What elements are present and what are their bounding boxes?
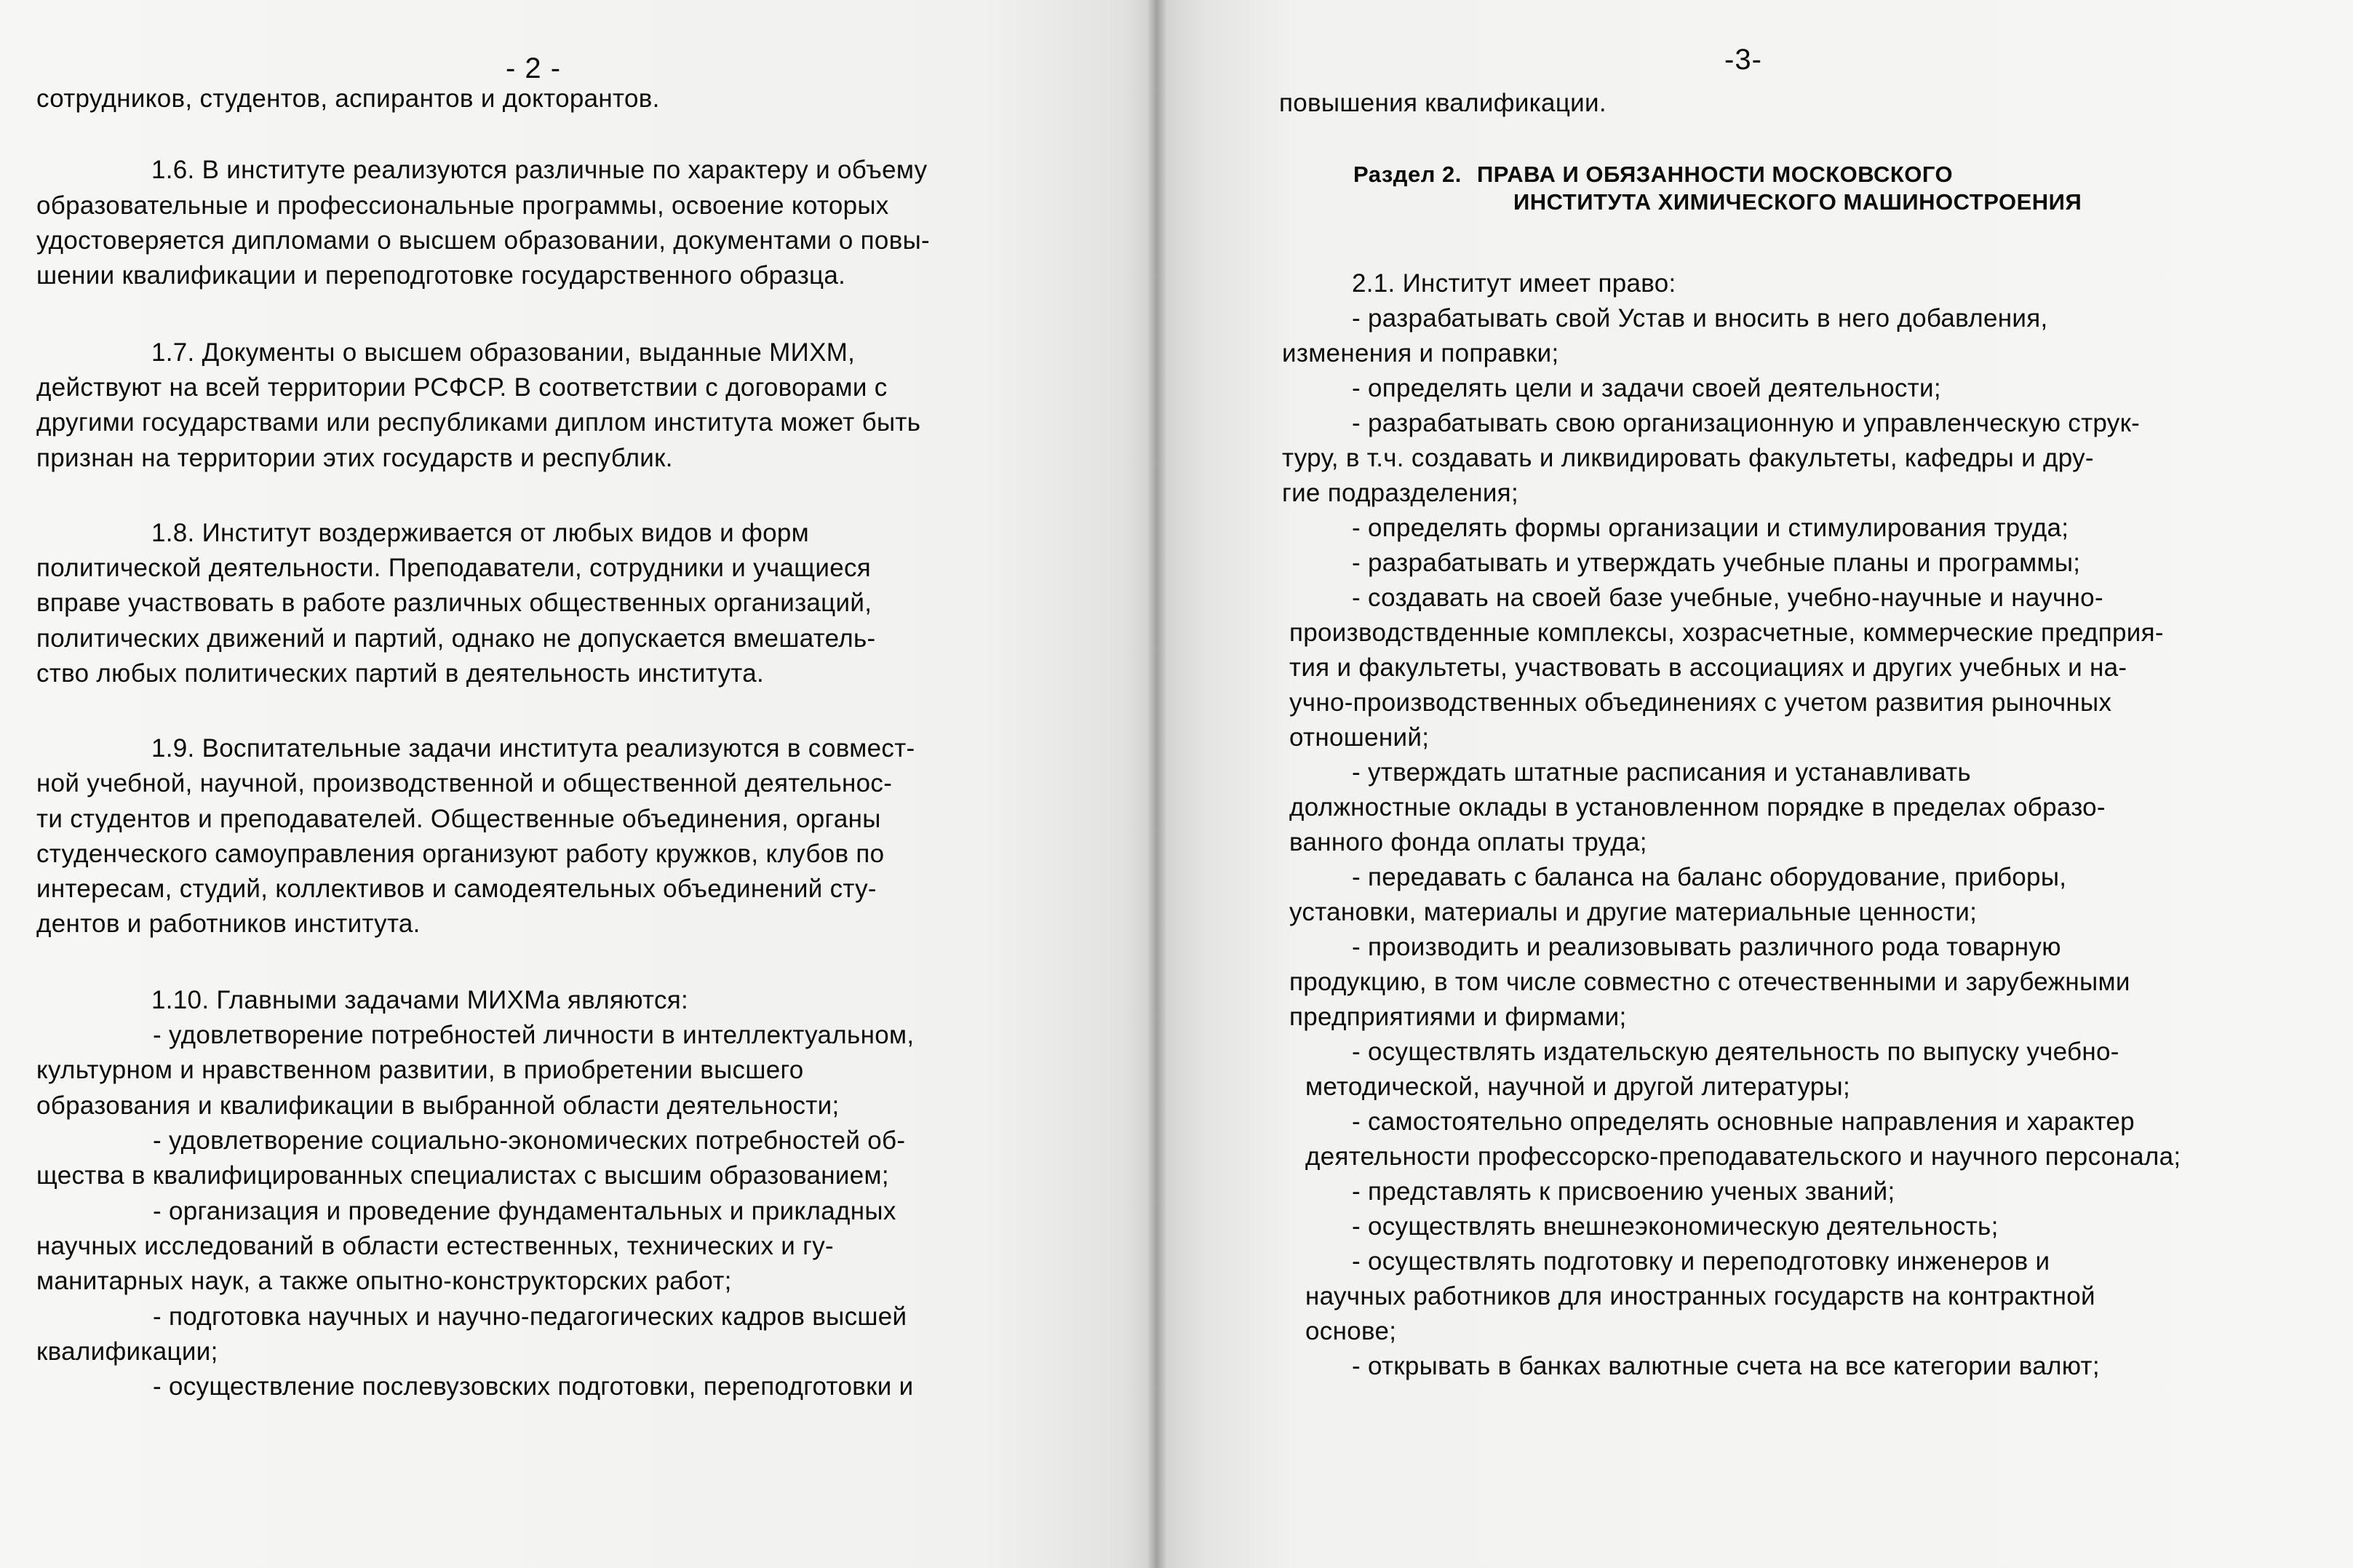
- text-line: - определять цели и задачи своей деятельности;: [1352, 374, 1941, 402]
- left-page: [0, 0, 1157, 1568]
- text-line: интересам, студий, коллективов и самодеятельных объединений сту-: [36, 875, 877, 903]
- text-line: научных работников для иностранных государств на контрактной: [1305, 1282, 2095, 1310]
- text-line: - удовлетворение социально-экономических потребностей об-: [153, 1126, 906, 1155]
- text-line: - утверждать штатные расписания и устанавливать: [1352, 758, 1971, 787]
- text-line: щества в квалифицированных специалистах с высшим образованием;: [36, 1161, 889, 1190]
- text-line: политической деятельности. Преподаватели, сотрудники и учащиеся: [36, 554, 872, 582]
- text-line: - самостоятельно определять основные направления и характер: [1352, 1107, 2135, 1136]
- text-line: должностные оклады в установленном порядке в пределах образо-: [1289, 793, 2106, 821]
- text-line: ванного фонда оплаты труда;: [1289, 828, 1647, 856]
- text-line: политических движений и партий, однако не допускается вмешатель-: [36, 624, 876, 653]
- text-line: установки, материалы и другие материальные ценности;: [1289, 898, 1978, 926]
- text-line: 1.9. Воспитательные задачи института реализуются в совмест-: [151, 734, 915, 763]
- text-line: методической, научной и другой литературы;: [1305, 1072, 1850, 1101]
- section-title: ПРАВА И ОБЯЗАННОСТИ МОСКОВСКОГО: [1477, 162, 1954, 187]
- text-line: отношений;: [1289, 723, 1430, 752]
- text-line: - осуществлять подготовку и переподготовку инженеров и: [1352, 1247, 2050, 1276]
- text-line: образования и квалификации в выбранной области деятельности;: [36, 1091, 840, 1120]
- text-line: повышения квалификации.: [1279, 89, 1607, 117]
- text-line: научных исследований в области естественных, технических и гу-: [36, 1232, 834, 1260]
- text-line: признан на территории этих государств и республик.: [36, 444, 673, 472]
- text-line: учно-производственных объединениях с учетом развития рыночных: [1289, 688, 2112, 717]
- text-line: изменения и поправки;: [1282, 339, 1559, 367]
- text-line: 1.8. Институт воздерживается от любых видов и форм: [151, 519, 809, 547]
- text-line: - осуществление послевузовских подготовки, переподготовки и: [153, 1372, 914, 1401]
- text-line: 1.7. Документы о высшем образовании, выданные МИХМ,: [151, 338, 856, 367]
- text-line: - разрабатывать свой Устав и вносить в него добавления,: [1352, 304, 2048, 333]
- text-line: производствденные комплексы, хозрасчетные, коммерческие предприя-: [1289, 618, 2164, 647]
- text-line: 1.10. Главными задачами МИХМа являются:: [151, 986, 689, 1014]
- text-line: сотрудников, студентов, аспирантов и докторантов.: [36, 84, 660, 113]
- text-line: - осуществлять внешнеэкономическую деятельность;: [1352, 1212, 1999, 1241]
- text-line: - передавать с баланса на баланс оборудование, приборы,: [1352, 863, 2067, 891]
- text-line: деятельности профессорско-преподавательского и научного персонала;: [1305, 1142, 2181, 1171]
- text-line: вправе участвовать в работе различных общественных организаций,: [36, 589, 872, 617]
- text-line: - открывать в банках валютные счета на все категории валют;: [1352, 1352, 2100, 1380]
- text-line: ной учебной, научной, производственной и общественной деятельнос-: [36, 769, 893, 797]
- text-line: шении квалификации и переподготовке государственного образца.: [36, 261, 846, 290]
- text-line: - представлять к присвоению ученых званий;: [1352, 1177, 1895, 1206]
- text-line: - производить и реализовывать различного рода товарную: [1352, 933, 2061, 961]
- binding-gutter: [1147, 0, 1167, 1568]
- text-line: культурном и нравственном развитии, в приобретении высшего: [36, 1056, 804, 1084]
- text-line: - создавать на своей базе учебные, учебно-научные и научно-: [1352, 584, 2103, 612]
- text-line: - организация и проведение фундаментальных и прикладных: [153, 1197, 896, 1225]
- text-line: другими государствами или республиками диплом института может быть: [36, 408, 921, 437]
- text-line: ство любых политических партий в деятельность института.: [36, 659, 765, 688]
- right-page-number: -3-: [1724, 44, 1762, 76]
- text-line: 1.6. В институте реализуются различные по характеру и объему: [151, 156, 928, 184]
- text-line: - разрабатывать свою организационную и управленческую струк-: [1352, 409, 2141, 437]
- section-label: Раздел 2.: [1353, 162, 1462, 187]
- text-line: туру, в т.ч. создавать и ликвидировать факультеты, кафедры и дру-: [1282, 444, 2094, 472]
- text-line: ти студентов и преподавателей. Общественные объединения, органы: [36, 805, 881, 833]
- text-line: квалификации;: [36, 1337, 218, 1366]
- text-line: удостоверяется дипломами о высшем образовании, документами о повы-: [36, 226, 930, 255]
- text-line: 2.1. Институт имеет право:: [1352, 269, 1676, 298]
- left-page-number: - 2 -: [506, 52, 562, 84]
- text-line: предприятиями и фирмами;: [1289, 1003, 1627, 1031]
- text-line: - разрабатывать и утверждать учебные планы и программы;: [1352, 549, 2081, 577]
- text-line: студенческого самоуправления организуют работу кружков, клубов по: [36, 840, 885, 868]
- text-line: - определять формы организации и стимулирования труда;: [1352, 514, 2069, 542]
- text-line: - удовлетворение потребностей личности в интеллектуальном,: [153, 1021, 915, 1049]
- text-line: тия и факультеты, участвовать в ассоциациях и других учебных и на-: [1289, 653, 2127, 682]
- right-page: [1157, 0, 2353, 1568]
- text-line: - подготовка научных и научно-педагогических кадров высшей: [153, 1302, 907, 1331]
- text-line: - осуществлять издательскую деятельность по выпуску учебно-: [1352, 1038, 2119, 1066]
- text-line: продукцию, в том числе совместно с отечественными и зарубежными: [1289, 968, 2130, 996]
- text-line: гие подразделения;: [1282, 479, 1518, 507]
- text-line: дентов и работников института.: [36, 910, 421, 938]
- text-line: основе;: [1305, 1317, 1397, 1345]
- text-line: манитарных наук, а также опытно-конструкторских работ;: [36, 1267, 732, 1295]
- section-title: ИНСТИТУТА ХИМИЧЕСКОГО МАШИНОСТРОЕНИЯ: [1513, 189, 2082, 215]
- text-line: действуют на всей территории РСФСР. В соответствии с договорами с: [36, 373, 888, 402]
- text-line: образовательные и профессиональные программы, освоение которых: [36, 191, 889, 220]
